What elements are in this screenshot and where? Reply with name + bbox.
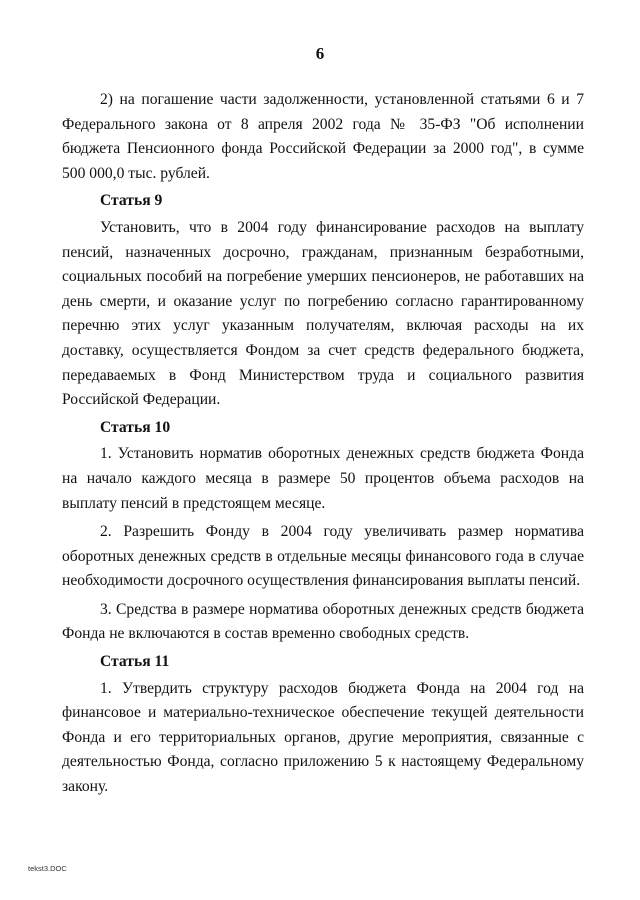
article-11-heading: Статья 11 [100, 653, 170, 671]
footer-file-name: tekst3.DOC [28, 864, 67, 873]
article-10-heading: Статья 10 [100, 418, 171, 436]
article-10-paragraph-3: 3. Средства в размере норматива оборотных денежных средств бюджета Фонда не включаются в состав временно свободных средств. [62, 600, 584, 643]
article-10-paragraph-2: 2. Разрешить Фонду в 2004 году увеличивать размер норматива оборотных денежных средств в отдельные месяцы финансового года в случае необходимости досрочного осуществления финансирования выплаты пенсий. [62, 523, 584, 590]
article-11-paragraph: 1. Утвердить структуру расходов бюджета Фонда на 2004 год на финансовое и материально-техническое обеспечение текущей деятельности Фонда и его территориальных органов, другие мероприятия, связанные с деятельностью Фонда, согласно приложению 5 к настоящему Федеральному закону. [62, 679, 584, 796]
article-9-paragraph: Установить, что в 2004 году финансирование расходов на выплату пенсий, назначенных досрочно, гражданам, признанным безработными, социальных пособий на погребение умерших пенсионеров, не работавших на день смерти, и оказание услуг по погребению согласно гарантированному перечню этих услуг указанным получателям, включая расходы на их доставку, осуществляется Фондом за счет средств федерального бюджета, передаваемых в Фонд Министерством труда и социального развития Российской Федерации. [62, 218, 584, 409]
article-9-heading: Статья 9 [100, 192, 163, 210]
page-number: 6 [315, 44, 325, 63]
article-10-paragraph-1: 1. Установить норматив оборотных денежных средств бюджета Фонда на начало каждого месяца в размере 50 процентов объема расходов на выплату пенсий в предстоящем месяце. [62, 445, 584, 512]
intro-paragraph: 2) на погашение части задолженности, установленной статьями 6 и 7 Федерального закона от 8 апреля 2002 года № 35-ФЗ "Об исполнении бюджета Пенсионного фонда Российской Федерации за 2000 год", в сумме 500 000,0 тыс. рублей. [62, 91, 584, 182]
document-body [62, 88, 584, 800]
